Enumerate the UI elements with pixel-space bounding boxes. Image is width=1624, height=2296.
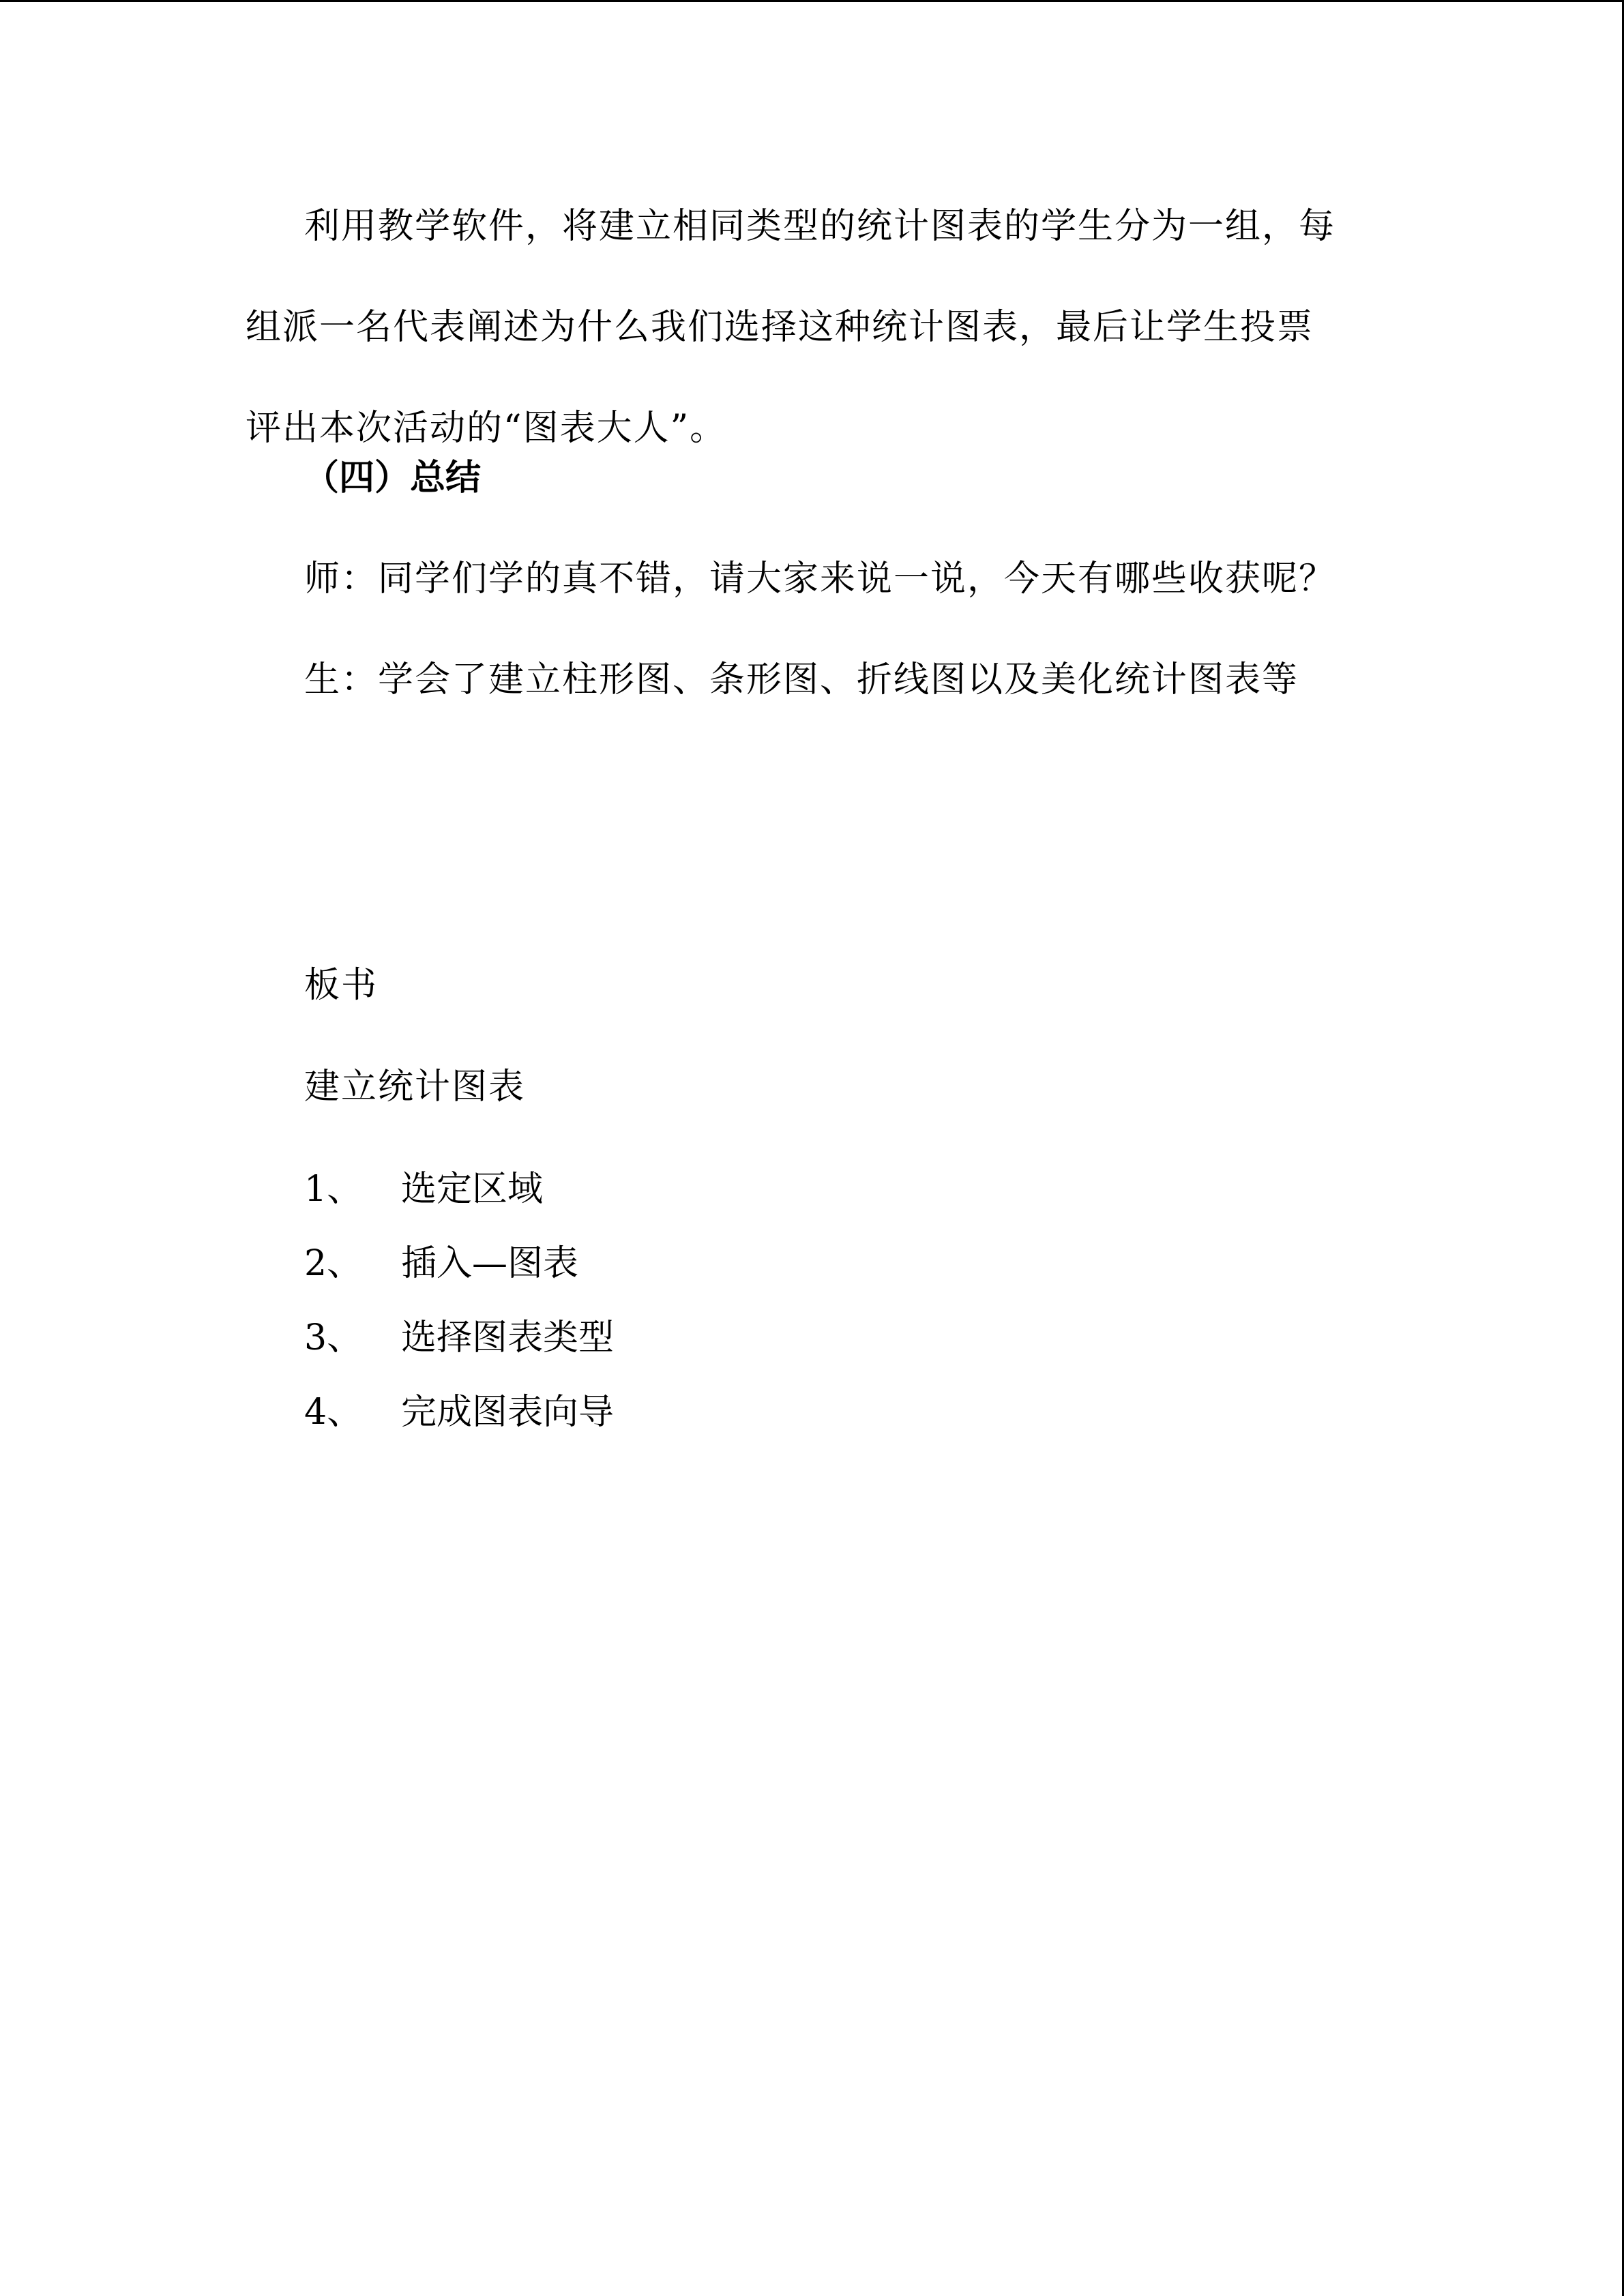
section-heading: （四）总结: [304, 458, 482, 498]
board-step: [304, 1309, 614, 1360]
board-step: [304, 1160, 543, 1211]
step-text: 选定区域: [401, 1169, 544, 1210]
student-line: 生：学会了建立柱形图、条形图、折线图以及美化统计图表等: [304, 659, 1299, 700]
intro-line-3: 评出本次活动的“图表大人”。: [246, 408, 727, 449]
intro-line-1: 利用教学软件，将建立相同类型的统计图表的学生分为一组，每: [304, 206, 1336, 247]
step-text: 完成图表向导: [401, 1392, 615, 1433]
step-number: 1、: [304, 1169, 363, 1210]
intro-line-2: 组派一名代表阐述为什么我们选择这种统计图表，最后让学生投票: [246, 307, 1314, 348]
page-border-top: [0, 0, 1624, 2]
teacher-line: 师：同学们学的真不错，请大家来说一说，今天有哪些收获呢？: [304, 558, 1336, 599]
step-text: 插入—图表: [401, 1243, 579, 1284]
intro-paragraph: [246, 176, 1378, 479]
step-number: 4、: [304, 1392, 363, 1433]
board-label: 板书: [304, 965, 379, 1006]
step-number: 2、: [304, 1243, 363, 1284]
board-title: 建立统计图表: [304, 1067, 526, 1107]
step-text: 选择图表类型: [401, 1317, 615, 1358]
board-step: [304, 1383, 614, 1434]
step-number: 3、: [304, 1317, 363, 1358]
board-step: [304, 1234, 578, 1285]
